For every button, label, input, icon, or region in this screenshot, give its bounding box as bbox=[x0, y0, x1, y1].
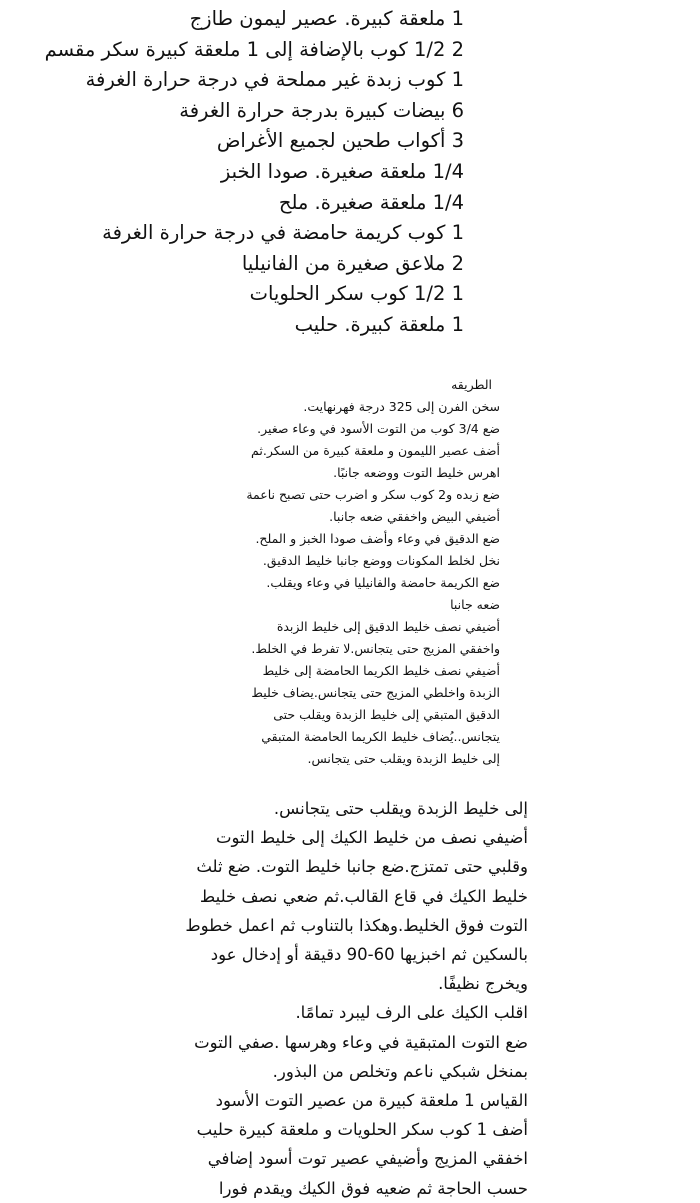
method-line: ضع زبده و2 كوب سكر و اضرب حتى تصبح ناعمة bbox=[246, 487, 500, 502]
ingredient-line: 1/4 ملعقة صغيرة. صودا الخبز bbox=[220, 159, 464, 183]
continuation-line: ويخرج نظيفًا. bbox=[438, 974, 528, 994]
ingredient-line: 1 ملعقة كبيرة. حليب bbox=[294, 312, 464, 336]
method-line: إلى خليط الزبدة ويقلب حتى يتجانس. bbox=[307, 751, 500, 766]
method-line: أضيفي نصف خليط الكريما الحامضة إلى خليط bbox=[262, 663, 500, 678]
continuation-line: القياس 1 ملعقة كبيرة من عصير التوت الأسود bbox=[215, 1091, 528, 1111]
continuation-line: أضف 1 كوب سكر الحلويات و ملعقة كبيرة حليب bbox=[196, 1120, 528, 1140]
ingredient-line: 1 ملعقة كبيرة. عصير ليمون طازج bbox=[189, 7, 464, 30]
ingredient-line: 1 كوب كريمة حامضة في درجة حرارة الغرفة bbox=[102, 221, 464, 245]
method-line: ضع الدقيق في وعاء وأضف صودا الخبز و الملح. bbox=[255, 531, 500, 546]
continuation-line: حسب الحاجة ثم ضعيه فوق الكيك ويقدم فورا bbox=[218, 1178, 528, 1198]
continuation-section bbox=[100, 794, 528, 1203]
method-line: أضف عصير الليمون و ملعقة كبيرة من السكر.ثم bbox=[251, 443, 500, 458]
ingredient-line: 2 ملاعق صغيرة من الفانيليا bbox=[241, 251, 464, 275]
ingredients-list bbox=[0, 4, 464, 341]
continuation-line: ضع التوت المتبقية في وعاء وهرسها .صفي التوت bbox=[194, 1032, 528, 1052]
method-line: أضيفي نصف خليط الدقيق إلى خليط الزبدة bbox=[276, 619, 500, 634]
method-line: الزبدة واخلطي المزيج حتى يتجانس.يضاف خليط bbox=[251, 685, 500, 700]
method-line: واخفقي المزيج حتى يتجانس.لا تفرط في الخلط. bbox=[251, 641, 500, 656]
continuation-line: أضيفي نصف من خليط الكيك إلى خليط التوت bbox=[216, 828, 528, 848]
continuation-line: إلى خليط الزبدة ويقلب حتى يتجانس. bbox=[273, 799, 528, 818]
continuation-line: اخفقي المزيج وأضيفي عصير توت أسود إضافي bbox=[207, 1149, 528, 1169]
method-line: اهرس خليط التوت ووضعه جانبًا. bbox=[333, 465, 500, 480]
continuation-line: وقلبي حتى تمتزج.ضع جانبا خليط التوت. ضع ثلث bbox=[196, 857, 528, 877]
method-section bbox=[150, 374, 500, 770]
method-line: أضيفي البيض واخفقي ضعه جانبا. bbox=[329, 509, 500, 524]
method-line: سخن الفرن إلى 325 درجة فهرنهايت. bbox=[303, 399, 500, 414]
ingredient-line: 1/4 ملعقة صغيرة. ملح bbox=[278, 190, 464, 214]
continuation-line: خليط الكيك في قاع القالب.ثم ضعي نصف خليط bbox=[199, 886, 528, 906]
ingredient-line: 2 1/2 كوب بالإضافة إلى 1 ملعقة كبيرة سكر مقسم bbox=[44, 37, 464, 61]
continuation-line: بمنخل شبكي ناعم وتخلص من البذور. bbox=[272, 1061, 528, 1081]
method-line: ضع 3/4 كوب من التوت الأسود في وعاء صغير. bbox=[257, 421, 500, 436]
method-line: ضعه جانبا bbox=[450, 597, 500, 612]
ingredient-line: 3 أكواب طحين لجميع الأغراض bbox=[216, 129, 464, 153]
continuation-lines bbox=[100, 794, 528, 1203]
method-line: الدقيق المتبقي إلى خليط الزبدة ويقلب حتى bbox=[273, 707, 500, 722]
continuation-line: بالسكين ثم اخبزيها 60-90 دقيقة أو إدخال عود bbox=[210, 945, 528, 965]
method-line: يتجانس..يُضاف خليط الكريما الحامضة المتبقي bbox=[261, 729, 500, 744]
continuation-line: اقلب الكيك على الرف ليبرد تمامًا. bbox=[295, 1003, 528, 1023]
method-title: الطريقه bbox=[451, 377, 492, 392]
ingredient-line: 1 1/2 كوب سكر الحلويات bbox=[249, 282, 464, 306]
method-line: نخل لخلط المكونات ووضع جانبا خليط الدقيق. bbox=[262, 553, 500, 568]
ingredient-line: 1 كوب زبدة غير مملحة في درجة حرارة الغرفة bbox=[85, 68, 464, 92]
method-steps bbox=[150, 396, 500, 770]
continuation-line: التوت فوق الخليط.وهكذا بالتناوب ثم اعمل خطوط bbox=[185, 915, 528, 935]
method-line: ضع الكريمة حامضة والفانيليا في وعاء ويقلب. bbox=[266, 575, 500, 590]
ingredient-line: 6 بيضات كبيرة بدرجة حرارة الغرفة bbox=[179, 98, 464, 122]
